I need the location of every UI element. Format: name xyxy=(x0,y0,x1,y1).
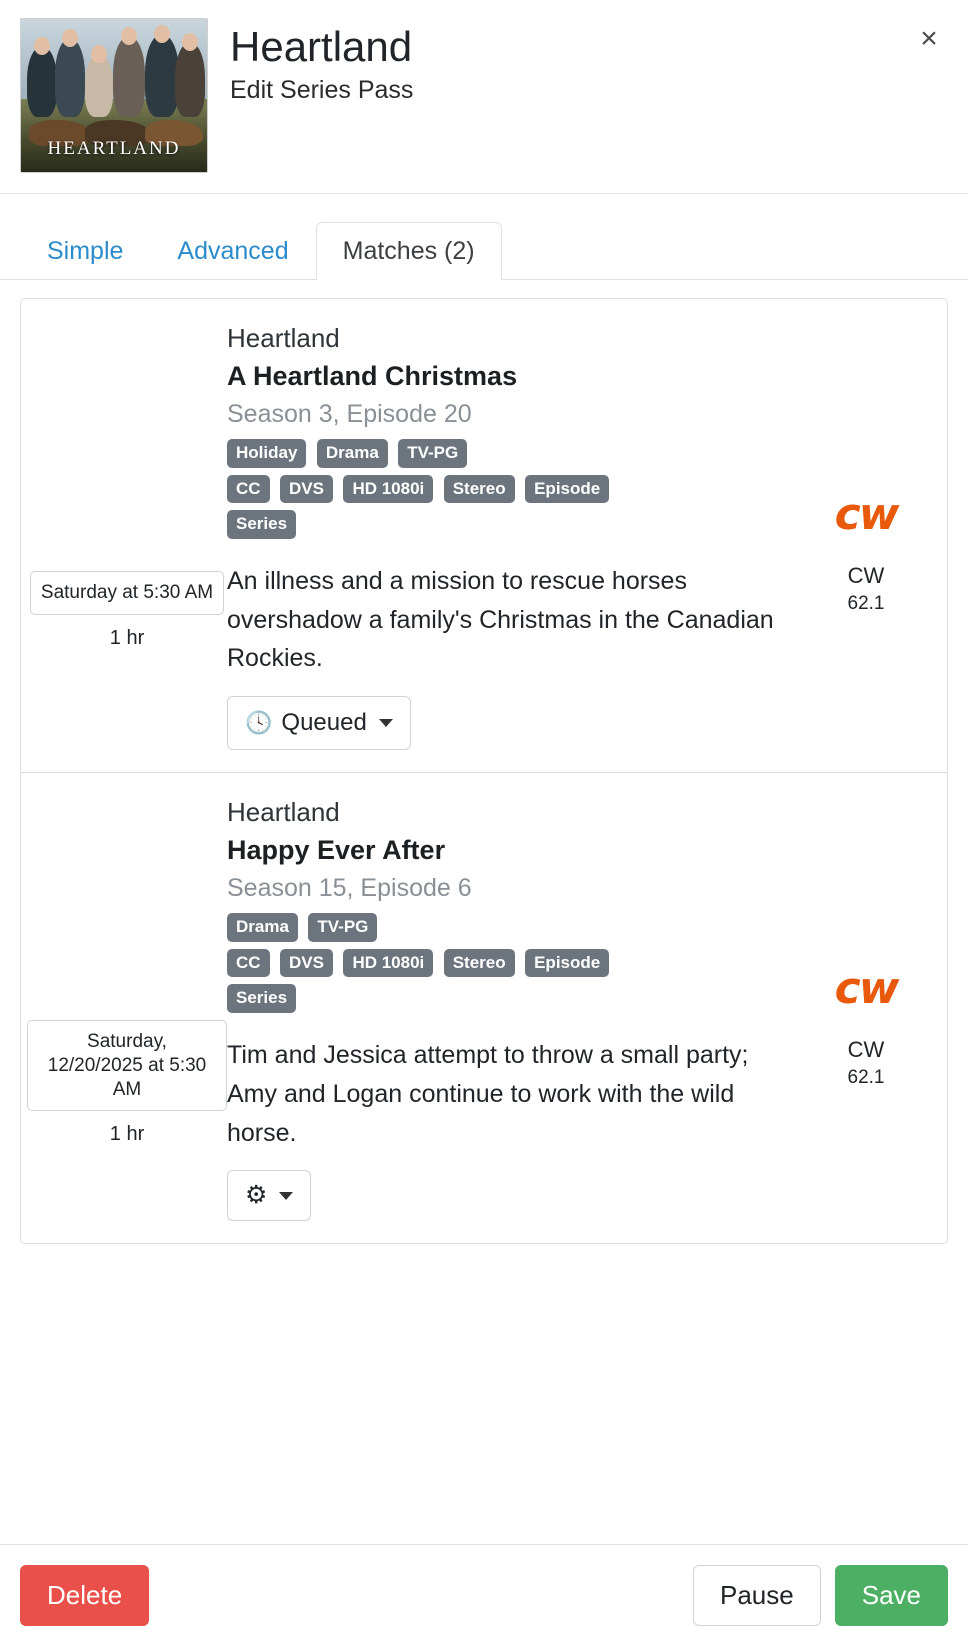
badge-group xyxy=(227,439,781,546)
status-badge: CC xyxy=(227,949,270,978)
episode-description: An illness and a mission to rescue horses overshadow a family's Christmas in the Canadian Rockies. xyxy=(227,566,774,673)
poster-figure-head xyxy=(62,29,78,47)
status-badge: Series xyxy=(227,984,296,1013)
status-badge: Holiday xyxy=(227,439,306,468)
status-badge: CC xyxy=(227,475,270,504)
pause-button[interactable]: Pause xyxy=(693,1565,821,1626)
channel-number: 62.1 xyxy=(847,1067,885,1089)
poster-figure xyxy=(175,43,205,117)
channel-column xyxy=(791,795,941,1221)
episode-description: Tim and Jessica attempt to throw a small party; Amy and Logan continue to work with the wild horse. xyxy=(227,1041,749,1147)
status-badge: TV-PG xyxy=(398,439,467,468)
poster-title-text: HEARTLAND xyxy=(47,138,181,159)
status-badge: Episode xyxy=(525,475,609,504)
channel-name: CW xyxy=(847,1037,885,1063)
duration-label: 1 hr xyxy=(109,626,145,649)
show-name: Heartland xyxy=(227,797,340,828)
close-icon[interactable]: × xyxy=(912,22,946,56)
tab-advanced[interactable]: Advanced xyxy=(177,237,289,265)
poster-figure-head xyxy=(34,37,50,55)
channel-number: 62.1 xyxy=(847,593,885,614)
chevron-down-icon xyxy=(379,719,393,727)
poster-figure xyxy=(113,37,145,117)
tab-matches[interactable]: Matches (2) xyxy=(316,222,502,280)
save-button[interactable]: Save xyxy=(835,1565,948,1626)
tab-bar xyxy=(0,194,968,280)
dialog-header xyxy=(0,0,968,194)
footer-right-actions xyxy=(693,1565,948,1626)
status-badge: Episode xyxy=(525,949,609,978)
duration-label: 1 hr xyxy=(109,1123,145,1146)
episode-title: A Heartland Christmas xyxy=(227,361,518,392)
status-badge: HD 1080i xyxy=(343,949,433,978)
queued-label: Queued xyxy=(281,709,367,737)
status-badge: Drama xyxy=(317,439,388,468)
status-badge: Stereo xyxy=(444,949,515,978)
status-badge: Series xyxy=(227,510,296,539)
series-poster xyxy=(20,18,208,173)
settings-dropdown-button[interactable] xyxy=(227,1170,311,1221)
airtime-box: Saturday at 5:30 AM xyxy=(30,571,224,615)
status-badge: HD 1080i xyxy=(343,475,433,504)
episode-info xyxy=(227,795,791,1221)
dialog-footer xyxy=(0,1544,968,1648)
chevron-down-icon xyxy=(279,1192,293,1200)
schedule-column xyxy=(27,795,227,1221)
status-badge: Stereo xyxy=(444,475,515,504)
clock-icon: 🕓 xyxy=(245,710,273,736)
table-row xyxy=(21,299,947,773)
table-row xyxy=(21,773,947,1243)
cw-logo-icon: cw xyxy=(834,963,898,1015)
matches-list xyxy=(20,298,948,1244)
queued-dropdown-button[interactable] xyxy=(227,696,411,750)
gear-icon: ⚙ xyxy=(245,1181,268,1210)
poster-figure xyxy=(27,47,57,117)
status-badge: DVS xyxy=(280,949,333,978)
status-badge: Drama xyxy=(227,913,298,942)
episode-info xyxy=(227,321,791,750)
page-title: Heartland xyxy=(230,23,413,70)
badge-group xyxy=(227,913,781,1020)
status-badge: TV-PG xyxy=(308,913,377,942)
poster-figure xyxy=(145,35,179,117)
poster-figure-head xyxy=(154,25,170,43)
header-text xyxy=(208,18,948,105)
schedule-column xyxy=(27,321,227,750)
page-subtitle: Edit Series Pass xyxy=(230,76,414,105)
poster-figure-head xyxy=(182,33,198,51)
poster-figure-head xyxy=(91,45,107,63)
poster-figure xyxy=(85,55,113,117)
season-episode-label: Season 15, Episode 6 xyxy=(227,874,472,903)
dialog-body xyxy=(0,280,968,1544)
cw-logo-icon: cw xyxy=(834,489,898,540)
tab-simple[interactable]: Simple xyxy=(47,237,124,265)
airtime-box: Saturday, 12/20/2025 at 5:30 AM xyxy=(27,1020,227,1111)
channel-column xyxy=(791,321,941,750)
season-episode-label: Season 3, Episode 20 xyxy=(227,399,472,428)
poster-figure-head xyxy=(121,27,137,45)
show-name: Heartland xyxy=(227,323,340,353)
poster-figure xyxy=(55,39,85,117)
status-badge: DVS xyxy=(280,475,333,504)
episode-title: Happy Ever After xyxy=(227,835,446,866)
channel-name: CW xyxy=(847,563,885,588)
delete-button[interactable]: Delete xyxy=(20,1565,149,1626)
